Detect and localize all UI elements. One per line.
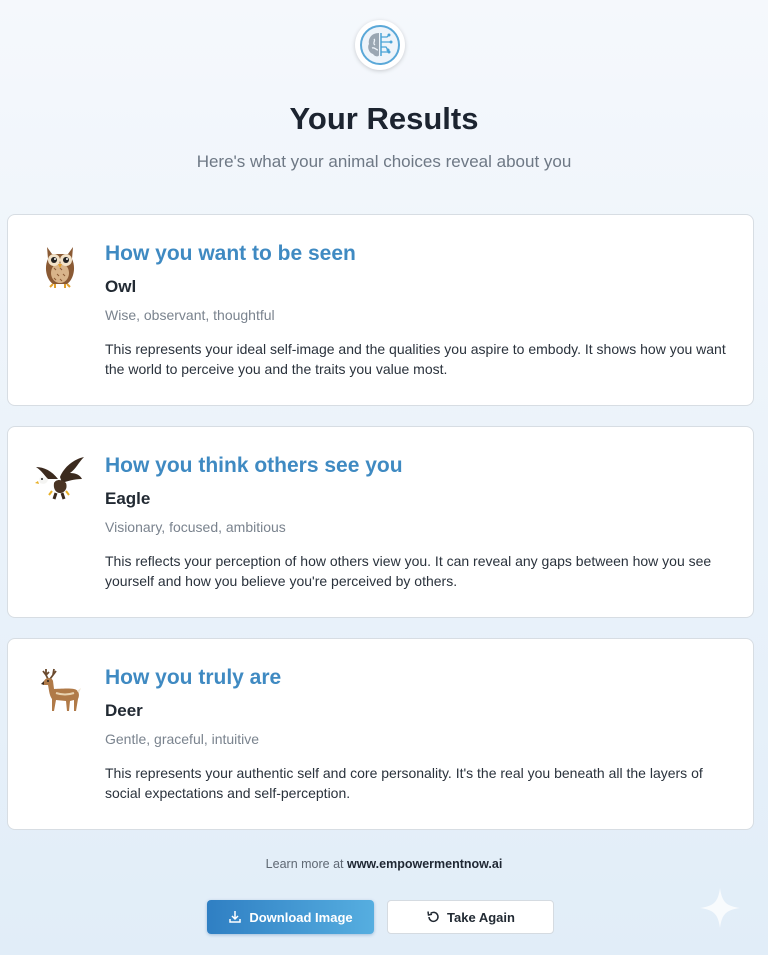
- learn-more-prefix: Learn more at: [265, 857, 347, 871]
- owl-icon: [34, 239, 86, 291]
- learn-more-link[interactable]: www.empowermentnow.ai: [346, 857, 503, 871]
- take-again-label: Take Again: [447, 909, 515, 925]
- download-label: Download Image: [249, 909, 353, 925]
- learn-more-text: [0, 857, 768, 871]
- download-image-button[interactable]: [207, 900, 374, 934]
- result-card-truly: [7, 638, 754, 830]
- brain-logo-icon: [355, 20, 405, 70]
- page-subtitle: Here's what your animal choices reveal about you: [196, 152, 572, 171]
- deer-icon: [34, 663, 86, 715]
- result-animal-name: Eagle: [105, 489, 151, 508]
- result-description: This represents your authentic self and core personality. It's the real you beneath all the layers of social expectations and self-perception.: [105, 765, 703, 801]
- result-card-seen: [7, 214, 754, 406]
- result-traits: Wise, observant, thoughtful: [105, 307, 275, 323]
- result-heading: How you want to be seen: [105, 242, 356, 265]
- result-traits: Visionary, focused, ambitious: [105, 519, 286, 535]
- result-description: This reflects your perception of how others view you. It can reveal any gaps between how you see yourself and how you believe you're perceived by others.: [105, 553, 712, 589]
- result-heading: How you think others see you: [105, 454, 403, 477]
- download-icon: [228, 910, 242, 924]
- take-again-button[interactable]: [387, 900, 554, 934]
- sparkle-icon: [698, 886, 742, 930]
- refresh-icon: [426, 910, 440, 924]
- result-card-others: [7, 426, 754, 618]
- result-heading: How you truly are: [105, 666, 282, 689]
- page-title: Your Results: [289, 101, 479, 136]
- result-traits: Gentle, graceful, intuitive: [105, 731, 260, 747]
- result-description: This represents your ideal self-image and the qualities you aspire to embody. It shows how you want the world to perceive you and the traits you value most.: [105, 341, 726, 377]
- eagle-icon: [34, 451, 86, 503]
- result-animal-name: Owl: [105, 277, 137, 296]
- result-animal-name: Deer: [105, 701, 143, 720]
